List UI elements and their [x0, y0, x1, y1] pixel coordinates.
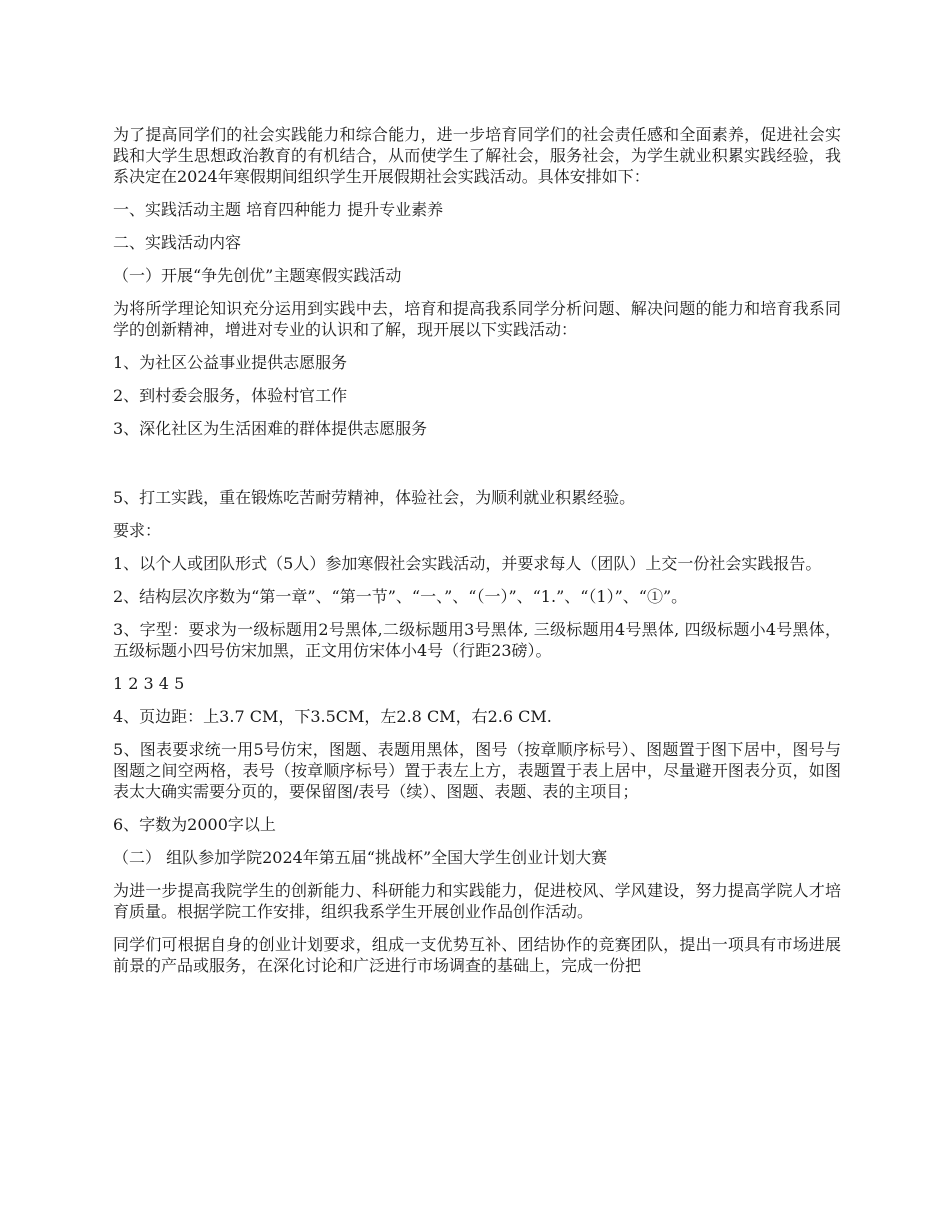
requirement-item: 6、字数为2000字以上 — [113, 815, 276, 834]
requirements-heading: 要求： — [113, 521, 162, 540]
list-item: 5、打工实践，重在锻炼吃苦耐劳精神，体验社会，为顺利就业积累经验。 — [113, 488, 636, 507]
subsection-heading-2: （二） 组队参加学院2024年第五届“挑战杯”全国大学生创业计划大赛 — [113, 848, 608, 867]
blank-space — [113, 451, 841, 487]
document-page — [113, 124, 841, 988]
requirement-item: 4、页边距：上3.7 CM，下3.5CM，左2.8 CM，右2.6 CM. — [113, 707, 552, 726]
number-sequence: 1 2 3 4 5 — [113, 674, 185, 693]
list-item: 3、深化社区为生活困难的群体提供志愿服务 — [113, 419, 428, 438]
list-item: 1、为社区公益事业提供志愿服务 — [113, 353, 348, 372]
requirement-item: 1、以个人或团队形式（5人）参加寒假社会实践活动，并要求每人（团队）上交一份社会实践报告。 — [113, 554, 822, 573]
body-paragraph: 同学们可根据自身的创业计划要求，组成一支优势互补、团结协作的竞赛团队，提出一项具有市场进展前景的产品或服务，在深化讨论和广泛进行市场调查的基础上，完成一份把 — [113, 935, 841, 975]
subsection-heading-1: （一）开展“争先创优”主题寒假实践活动 — [113, 266, 402, 285]
body-paragraph: 为将所学理论知识充分运用到实践中去，培育和提高我系同学分析问题、解决问题的能力和培育我系同学的创新精神，增进对专业的认识和了解，现开展以下实践活动： — [113, 299, 841, 339]
body-paragraph: 为进一步提高我院学生的创新能力、科研能力和实践能力，促进校风、学风建设，努力提高学院人才培育质量。根据学院工作安排，组织我系学生开展创业作品创作活动。 — [113, 881, 841, 921]
list-item: 2、到村委会服务，体验村官工作 — [113, 386, 348, 405]
requirement-item: 2、结构层次序数为“第一章”、“第一节”、“一、”、“（一）”、“1.”、“（1）”、“①”。 — [113, 587, 688, 606]
requirement-item: 3、字型：要求为一级标题用2号黑体,二级标题用3号黑体, 三级标题用4号黑体, 四级标题小4号黑体，五级标题小四号仿宋加黑，正文用仿宋体小4号（行距23磅）。 — [113, 620, 841, 660]
requirement-item: 5、图表要求统一用5号仿宋，图题、表题用黑体，图号（按章顺序标号）、图题置于图下居中，图号与图题之间空两格，表号（按章顺序标号）置于表左上方，表题置于表上居中，尽量避开图表分页，如图表太大确实需要分页的，要保留图/表号（续）、图题、表题、表的主项目； — [113, 740, 841, 801]
intro-paragraph: 为了提高同学们的社会实践能力和综合能力，进一步培育同学们的社会责任感和全面素养，促进社会实践和大学生思想政治教育的有机结合，从而使学生了解社会，服务社会，为学生就业积累实践经验，我系决定在2024年寒假期间组织学生开展假期社会实践活动。具体安排如下： — [113, 125, 841, 186]
section-heading-content: 二、实践活动内容 — [113, 233, 242, 252]
section-heading-theme: 一、实践活动主题 培育四种能力 提升专业素养 — [113, 200, 444, 219]
